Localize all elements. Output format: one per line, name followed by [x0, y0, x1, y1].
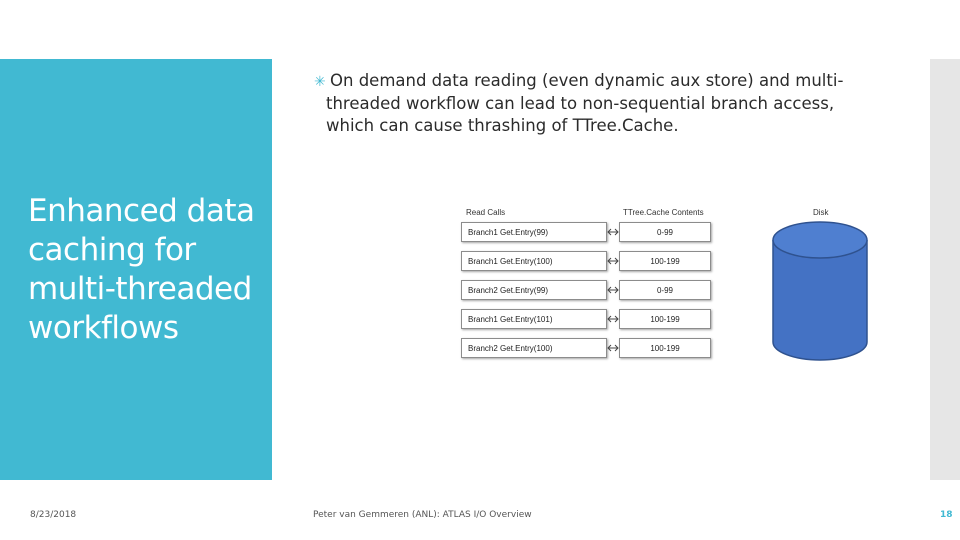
double-arrow-icon	[607, 286, 619, 294]
bullet-line-1-text: On demand data reading (even dynamic aux store) and multi-	[330, 71, 844, 90]
read-call-cell: Branch1 Get.Entry(99)	[461, 222, 607, 242]
bullet-line-2: threaded workflow can lead to non-sequential branch access,	[326, 94, 835, 113]
read-call-cell: Branch2 Get.Entry(100)	[461, 338, 607, 358]
double-arrow-icon	[607, 344, 619, 352]
disk-cylinder-icon	[770, 218, 870, 364]
cache-content-cell: 0-99	[619, 222, 711, 242]
bullet-icon: ✳	[314, 74, 326, 90]
double-arrow-icon	[607, 315, 619, 323]
page-number: 18	[940, 510, 953, 520]
read-call-cell: Branch1 Get.Entry(101)	[461, 309, 607, 329]
disk-header: Disk	[813, 208, 829, 217]
right-decor-strip	[930, 59, 960, 480]
bullet-text	[314, 70, 874, 137]
bullet-line-1	[314, 70, 874, 93]
slide-title: Enhanced data caching for multi-threaded workflows	[28, 193, 255, 346]
double-arrow-icon	[607, 228, 619, 236]
footer-author: Peter van Gemmeren (ANL): ATLAS I/O Overview	[313, 510, 532, 520]
double-arrow-icon	[607, 257, 619, 265]
read-call-cell: Branch2 Get.Entry(99)	[461, 280, 607, 300]
footer-date: 8/23/2018	[30, 510, 77, 520]
cache-content-cell: 100-199	[619, 338, 711, 358]
cache-content-cell: 100-199	[619, 251, 711, 271]
read-calls-header: Read Calls	[466, 208, 506, 217]
cache-content-cell: 100-199	[619, 309, 711, 329]
cache-contents-header: TTree.Cache Contents	[623, 208, 704, 217]
cache-diagram	[456, 204, 876, 364]
cache-content-cell: 0-99	[619, 280, 711, 300]
bullet-line-3: which can cause thrashing of TTree.Cache.	[326, 116, 679, 135]
read-call-cell: Branch1 Get.Entry(100)	[461, 251, 607, 271]
